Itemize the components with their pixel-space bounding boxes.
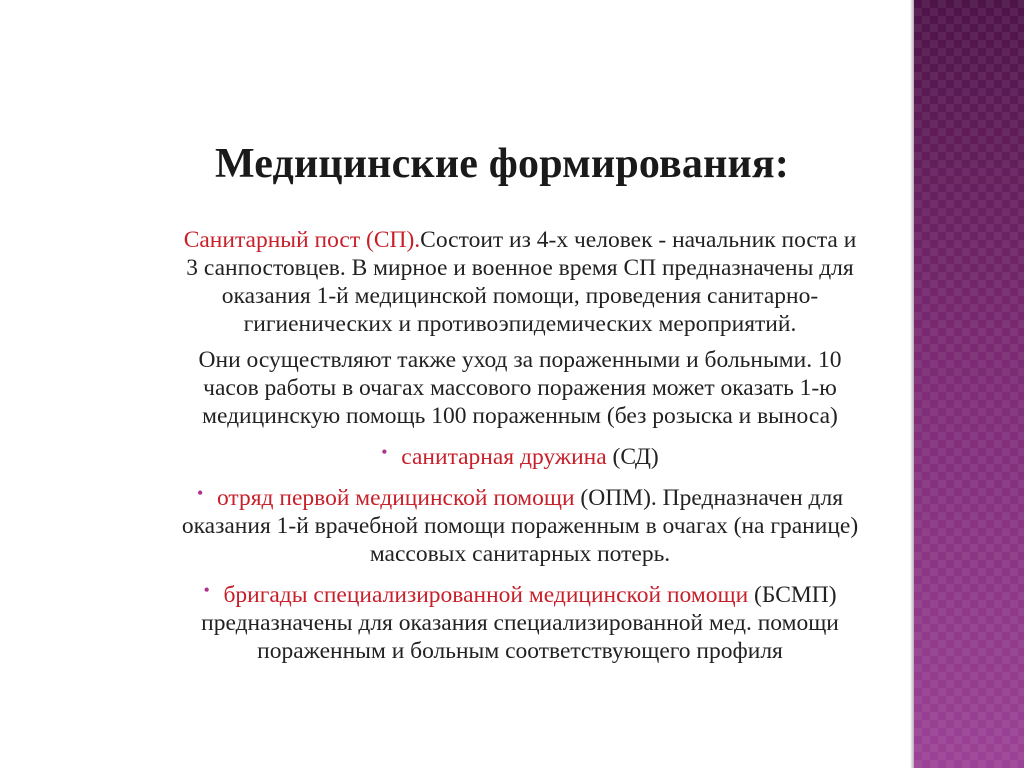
bullet-heading: бригады специализированной медицинской помощи: [223, 582, 749, 608]
bullet-text: (БСМП): [748, 582, 837, 608]
paragraph-line: оказания 1-й медицинской помощи, проведения санитарно-: [221, 283, 819, 309]
bullet-heading: санитарная дружина: [401, 444, 607, 470]
paragraph-line: Состоит из 4-х человек - начальник поста и: [420, 227, 857, 253]
paragraph-line: часов работы в очагах массового поражения может оказать 1-ю: [203, 375, 837, 401]
slide-title: Медицинские формирования:: [214, 141, 790, 187]
bullet-text: (СД): [606, 444, 659, 470]
bullet-icon: •: [203, 580, 210, 600]
paragraph-line: гигиенических и противоэпидемических мероприятий.: [243, 311, 797, 337]
bullet-heading: отряд первой медицинской помощи: [216, 485, 575, 511]
bullet-line: массовых санитарных потерь.: [369, 541, 671, 567]
bullet-line: предназначены для оказания специализированной мед. помощи: [201, 610, 839, 636]
paragraph-line: медицинскую помощь 100 пораженным (без розыска и выноса): [202, 403, 838, 429]
paragraph-care: [100, 346, 940, 430]
bullet-icon: •: [381, 442, 388, 462]
bullet-item-first-aid-unit: [100, 479, 940, 568]
paragraph-line: Они осуществляют также уход за пораженными и больными. 10: [198, 347, 842, 373]
bullet-item-sanitary-squad: [100, 438, 940, 471]
paragraph-line: 3 санпостовцев. В мирное и военное время СП предназначены для: [186, 255, 854, 281]
bullet-line: оказания 1-й врачебной помощи пораженным в очагах (на границе): [181, 513, 859, 539]
bullet-icon: •: [196, 483, 204, 503]
bullet-item-specialized-brigades: [100, 576, 940, 665]
sanitary-post-heading: Санитарный пост (СП).: [183, 227, 421, 253]
slide-body: [100, 226, 940, 673]
paragraph-sanitary-post: [100, 226, 940, 338]
bullet-text: (ОПМ). Предназначен для: [574, 485, 844, 511]
bullet-line: пораженным и больным соответствующего профиля: [257, 638, 783, 664]
